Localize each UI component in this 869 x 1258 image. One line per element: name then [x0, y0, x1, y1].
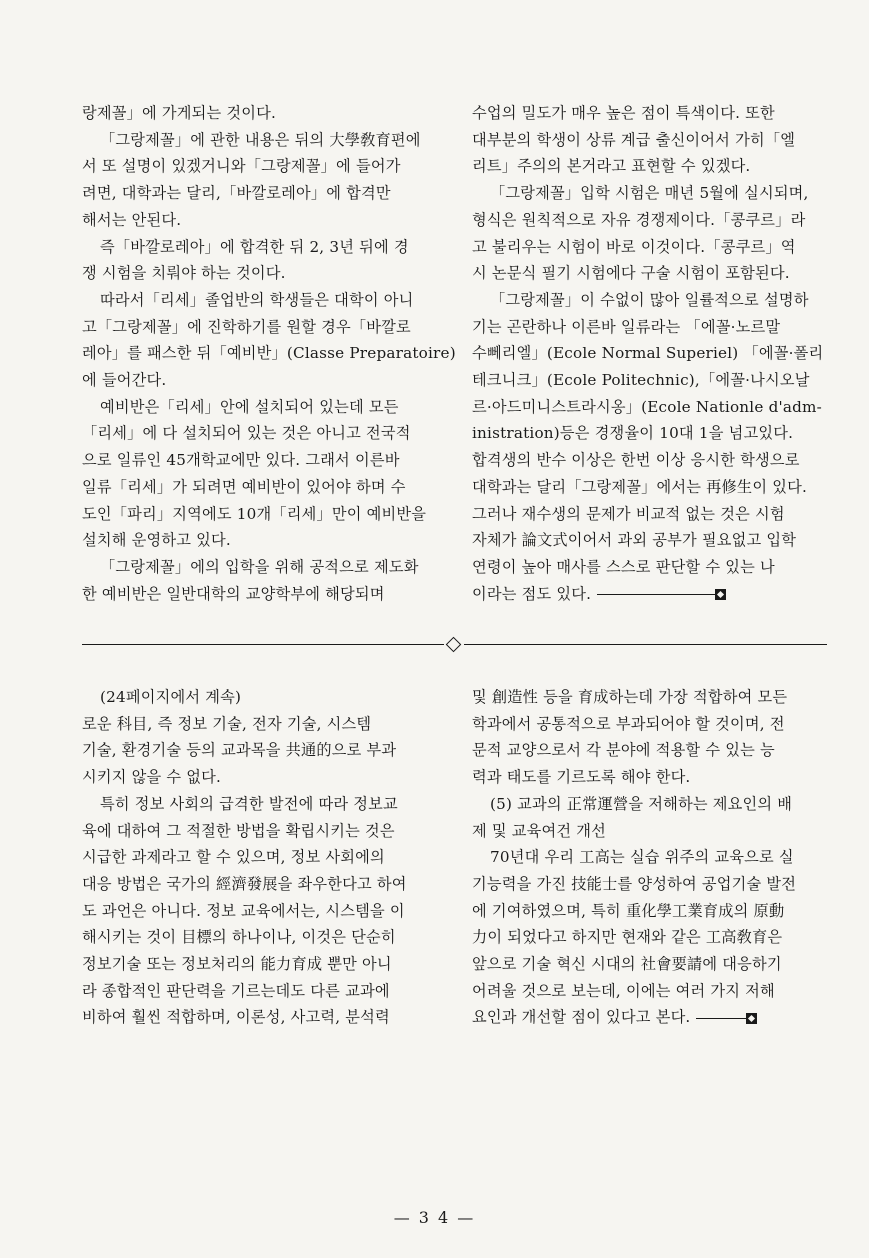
text-line: 형식은 원칙적으로 자유 경쟁제이다.「콩쿠르」라 [472, 210, 806, 229]
section-divider [82, 637, 827, 653]
text-line: 대응 방법은 국가의 經濟發展을 좌우한다고 하여 [82, 874, 407, 893]
text-line: 대부분의 학생이 상류 계급 출신이어서 가히「엘 [472, 130, 796, 149]
text-line: 해서는 안된다. [82, 210, 182, 229]
text-line: 설치해 운영하고 있다. [82, 531, 231, 550]
top-right-column [472, 100, 832, 607]
text-line: 서 또 설명이 있겠거니와「그랑제꼴」에 들어가 [82, 157, 401, 176]
text-line: 자체가 論文式이어서 과외 공부가 필요없고 입학 [472, 531, 797, 550]
text-line: 기는 곤란하나 이른바 일류라는 「에꼴·노르말 [472, 317, 781, 336]
text-line: 어려울 것으로 보는데, 이에는 여러 가지 저해 [472, 981, 775, 1000]
text-line: 테크니크」(Ecole Politechnic),「에꼴·나시오날 [472, 371, 810, 390]
bottom-left-column [82, 684, 442, 1031]
text-line-final [472, 1004, 832, 1031]
text-line: 즉「바깔로레아」에 합격한 뒤 2, 3년 뒤에 경 [100, 237, 409, 256]
text-line: 요인과 개선할 점이 있다고 본다. [472, 1008, 691, 1027]
text-line: 「그랑제꼴」에의 입학을 위해 공적으로 제도화 [100, 557, 419, 576]
text-line: 대학과는 달리「그랑제꼴」에서는 再修生이 있다. [472, 477, 807, 496]
text-line: 시급한 과제라고 할 수 있으며, 정보 사회에의 [82, 848, 385, 867]
text-line: 「그랑제꼴」에 관한 내용은 뒤의 大學敎育편에 [100, 130, 421, 149]
text-line: 학과에서 공통적으로 부과되어야 할 것이며, 전 [472, 714, 785, 733]
text-line: 도인「파리」지역에도 10개「리세」만이 예비반을 [82, 504, 427, 523]
text-line: 한 예비반은 일반대학의 교양학부에 해당되며 [82, 584, 385, 603]
text-line: 레아」를 패스한 뒤「예비반」(Classe Preparatoire) [82, 344, 456, 363]
text-line: 고「그랑제꼴」에 진학하기를 원할 경우「바깔로 [82, 317, 411, 336]
text-line: 합격생의 반수 이상은 한번 이상 응시한 학생으로 [472, 451, 800, 470]
text-line: 에 들어간다. [82, 371, 167, 390]
text-line: 르·아드미니스트라시옹」(Ecole Nationle d'adm- [472, 397, 822, 416]
text-line: 앞으로 기술 혁신 시대의 社會要請에 대응하기 [472, 955, 782, 974]
text-line: 70년대 우리 工高는 실습 위주의 교육으로 실 [490, 848, 794, 867]
text-line: 에 기여하였으며, 특히 重化學工業育成의 原動 [472, 901, 785, 920]
page-number: — 3 4 — [393, 1208, 476, 1227]
text-line: 力이 되었다고 하지만 현재와 같은 工高敎育은 [472, 928, 783, 947]
text-line: 예비반은「리세」안에 설치되어 있는데 모든 [100, 397, 399, 416]
text-line: 쟁 시험을 치뤄야 하는 것이다. [82, 264, 286, 283]
text-line: 「리세」에 다 설치되어 있는 것은 아니고 전국적 [82, 424, 411, 443]
end-mark-icon [746, 1013, 757, 1024]
text-line: 「그랑제꼴」이 수없이 많아 일률적으로 설명하 [490, 290, 809, 309]
text-line: 라 종합적인 판단력을 기르는데도 다른 교과에 [82, 981, 390, 1000]
text-line: 「그랑제꼴」입학 시험은 매년 5월에 실시되며, [490, 184, 809, 203]
text-line-final [472, 581, 832, 608]
end-rule [696, 1018, 746, 1019]
text-line: 랑제꼴」에 가게되는 것이다. [82, 104, 277, 122]
text-line: 려면, 대학과는 달리,「바깔로레아」에 합격만 [82, 184, 391, 203]
text-line: 정보기술 또는 정보처리의 能力育成 뿐만 아니 [82, 955, 392, 974]
text-line: 그러나 재수생의 문제가 비교적 없는 것은 시험 [472, 504, 785, 523]
top-left-column [82, 100, 456, 607]
text-line: 기능력을 가진 技能士를 양성하여 공업기술 발전 [472, 874, 797, 893]
subheading: (5) 교과의 正常運營을 저해하는 제요인의 배 [490, 794, 793, 813]
end-rule [597, 594, 715, 595]
text-line: 리트」주의의 본거라고 표현할 수 있겠다. [472, 157, 751, 176]
text-line: 특히 정보 사회의 급격한 발전에 따라 정보교 [100, 794, 398, 813]
text-line: 연령이 높아 매사를 스스로 판단할 수 있는 나 [472, 557, 775, 576]
continuation-note: (24페이지에서 계속) [100, 688, 242, 706]
text-line: 문적 교양으로서 각 분야에 적용할 수 있는 능 [472, 741, 775, 760]
text-line: 수뻬리엘」(Ecole Normal Superiel) 「에꼴·폴리 [472, 344, 824, 363]
text-line: 수업의 밀도가 매우 높은 점이 특색이다. 또한 [472, 104, 775, 122]
text-line: 해시키는 것이 目標의 하나이나, 이것은 단순히 [82, 928, 396, 947]
text-line: 력과 태도를 기르도록 해야 한다. [472, 768, 691, 787]
diamond-icon [446, 637, 462, 653]
text-line: 고 불리우는 시험이 바로 이것이다.「콩쿠르」역 [472, 237, 796, 256]
text-line: 및 創造性 등을 育成하는데 가장 적합하여 모든 [472, 688, 788, 706]
subheading: 제 및 교육여건 개선 [472, 821, 607, 840]
text-line: 육에 대하여 그 적절한 방법을 확립시키는 것은 [82, 821, 395, 840]
text-line: 따라서「리세」졸업반의 학생들은 대학이 아니 [100, 290, 414, 309]
text-line: 시 논문식 필기 시험에다 구술 시험이 포함된다. [472, 264, 790, 283]
text-line: 도 과언은 아니다. 정보 교육에서는, 시스템을 이 [82, 901, 405, 920]
bottom-right-column [472, 684, 832, 1031]
text-line: 로운 科目, 즉 정보 기술, 전자 기술, 시스템 [82, 714, 372, 733]
text-line: 비하여 훨씬 적합하며, 이론성, 사고력, 분석력 [82, 1008, 390, 1027]
text-line: inistration)등은 경쟁율이 10대 1을 넘고있다. [472, 424, 794, 443]
text-line: 으로 일류인 45개학교에만 있다. 그래서 이른바 [82, 451, 400, 470]
text-line: 기술, 환경기술 등의 교과목을 共通的으로 부과 [82, 741, 397, 760]
text-line: 시키지 않을 수 없다. [82, 768, 222, 787]
divider-line-left [82, 644, 444, 645]
text-line: 이라는 점도 있다. [472, 584, 592, 603]
divider-line-right [464, 644, 827, 645]
end-mark-icon [715, 589, 726, 600]
text-line: 일류「리세」가 되려면 예비반이 있어야 하며 수 [82, 477, 406, 496]
